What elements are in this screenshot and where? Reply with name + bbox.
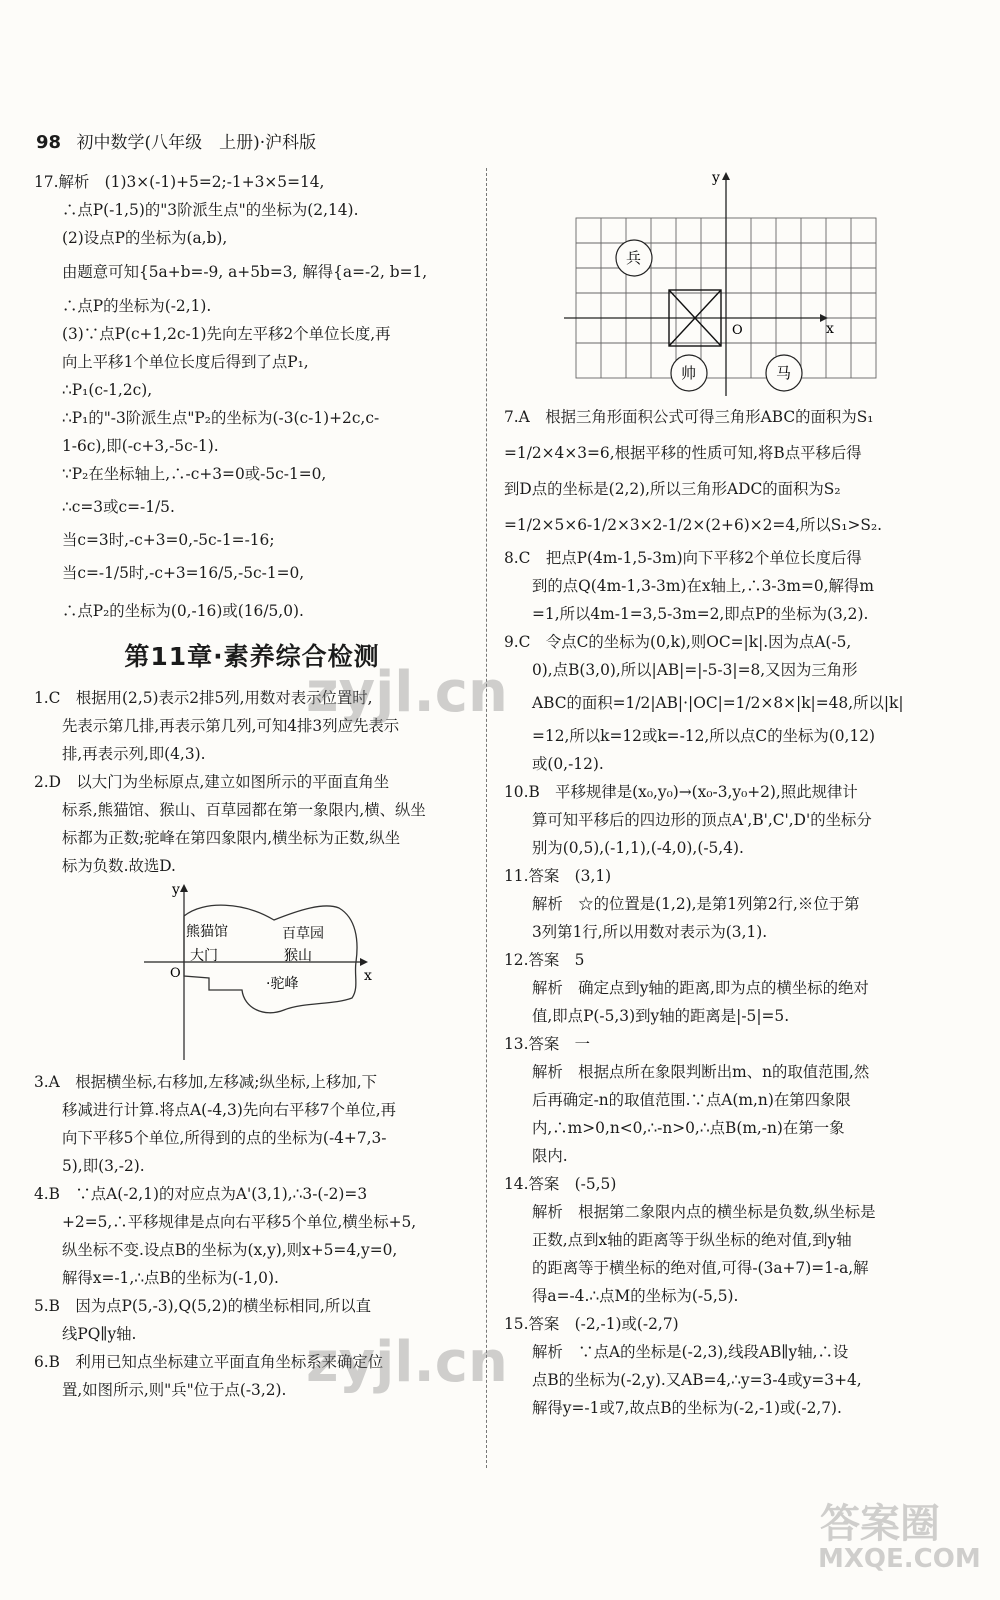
text-line: 7.A 根据三角形面积公式可得三角形ABC的面积为S₁: [504, 408, 874, 426]
text-line: 11.答案 (3,1): [504, 867, 612, 885]
answer-q12: [504, 946, 974, 1030]
text-line: ∴P₁的"-3阶派生点"P₂的坐标为(-3(c-1)+2c,c-: [62, 409, 380, 427]
text-line: =1/2×5×6-1/2×3×2-1/2×(2+6)×2=4,所以S₁>S₂.: [504, 516, 883, 534]
text-line: 15.答案 (-2,-1)或(-2,7): [504, 1315, 679, 1333]
answer-q3: [34, 1068, 470, 1180]
text-line: 内,∴m>0,n<0,∴-n>0,∴点B(m,-n)在第一象: [532, 1119, 845, 1137]
answer-q9: [504, 628, 974, 778]
text-line: 线PQ∥y轴.: [62, 1325, 137, 1343]
text-line: 1.C 根据用(2,5)表示2排5列,用数对表示位置时,: [34, 689, 373, 707]
answer-q13: [504, 1030, 974, 1170]
text-line: =1,所以4m-1=3,5-3m=2,即点P的坐标为(3,2).: [532, 605, 869, 623]
text-line: 1-6c),即(-c+3,-5c-1).: [62, 437, 219, 455]
gate-label: 大门: [190, 948, 218, 964]
text-line: =1/2×4×3=6,根据平移的性质可知,将B点平移后得: [504, 444, 862, 462]
answer-q17: [34, 168, 470, 630]
text-line: ∵P₂在坐标轴上,∴-c+3=0或-5c-1=0,: [62, 465, 327, 483]
text-line: =12,所以k=12或k=-12,所以点C的坐标为(0,12): [532, 727, 876, 745]
x-axis-label: x: [364, 968, 372, 984]
text-line: 先表示第几排,再表示第几列,可知4排3列应先表示: [62, 717, 400, 735]
text-line: ABC的面积=1/2|AB|·|OC|=1/2×8×|k|=48,所以|k|: [532, 694, 904, 712]
answer-q6: [34, 1348, 470, 1404]
zoo-map: [34, 880, 470, 1068]
text-line: 值,即点P(-5,3)到y轴的距离是|-5|=5.: [532, 1007, 790, 1025]
text-line: 的距离等于横坐标的绝对值,可得-(3a+7)=1-a,解: [532, 1259, 869, 1277]
answer-q15: [504, 1310, 974, 1422]
text-line: ∴点P的坐标为(-2,1).: [62, 297, 212, 315]
answer-q14: [504, 1170, 974, 1310]
text-line: 排,再表示列,即(4,3).: [62, 745, 206, 763]
chess-grid: [504, 168, 974, 400]
y-axis-label: y: [712, 170, 720, 186]
origin-label: O: [170, 966, 181, 981]
text-line: 标为负数.故选D.: [62, 857, 176, 875]
text-line: 到的点Q(4m-1,3-3m)在x轴上,∴3-3m=0,解得m: [532, 577, 874, 595]
text-line: 置,如图所示,则"兵"位于点(-3,2).: [62, 1381, 287, 1399]
text-line: 别为(0,5),(-1,1),(-4,0),(-5,4).: [532, 839, 744, 857]
text-line: 6.B 利用已知点坐标建立平面直角坐标系来确定位: [34, 1353, 384, 1371]
watermark: 答案圈: [820, 1501, 940, 1547]
text-line: 限内.: [532, 1147, 568, 1165]
left-column: [34, 168, 470, 1404]
text-line: 解析 根据点所在象限判断出m、n的取值范围,然: [532, 1063, 870, 1081]
text-line: 5.B 因为点P(5,-3),Q(5,2)的横坐标相同,所以直: [34, 1297, 372, 1315]
text-line: 标系,熊猫馆、猴山、百草园都在第一象限内,横、纵坐: [62, 801, 426, 819]
answer-q7: [504, 400, 974, 544]
text-line: 后再确定-n的取值范围.∵点A(m,n)在第四象限: [532, 1091, 851, 1109]
monkey-label: 猴山: [284, 948, 312, 964]
text-line: 4.B ∵点A(-2,1)的对应点为A'(3,1),∴3-(-2)=3: [34, 1185, 368, 1203]
column-divider: [486, 168, 487, 1468]
chapter-title: 第11章·素养综合检测: [124, 642, 380, 671]
page-header: [36, 128, 316, 153]
panda-label: 熊猫馆: [186, 924, 228, 940]
watermark: MXQE.COM: [818, 1544, 981, 1574]
text-line: (3)∵点P(c+1,2c-1)先向左平移2个单位长度,再: [62, 325, 391, 343]
text-line: 由题意可知{5a+b=-9, a+5b=3, 解得{a=-2, b=1,: [62, 263, 428, 281]
text-line: 解得x=-1,∴点B的坐标为(-1,0).: [62, 1269, 279, 1287]
text-line: ∴点P₂的坐标为(0,-16)或(16/5,0).: [62, 602, 304, 620]
text-line: 移减进行计算.将点A(-4,3)先向右平移7个单位,再: [62, 1101, 397, 1119]
text-line: 17.解析 (1)3×(-1)+5=2;-1+3×5=14,: [34, 173, 325, 191]
right-column: [504, 168, 974, 1422]
answer-q4: [34, 1180, 470, 1292]
text-line: 标都为正数;驼峰在第四象限内,横坐标为正数,纵坐: [62, 829, 401, 847]
page-number: 98: [36, 132, 62, 153]
answer-q11: [504, 862, 974, 946]
text-line: 10.B 平移规律是(x₀,y₀)→(x₀-3,y₀+2),照此规律计: [504, 783, 858, 801]
answer-q10: [504, 778, 974, 862]
camel-label: ·驼峰: [266, 976, 299, 992]
answer-q5: [34, 1292, 470, 1348]
answer-q8: [504, 544, 974, 628]
text-line: 9.C 令点C的坐标为(0,k),则OC=|k|.因为点A(-5,: [504, 633, 852, 651]
text-line: +2=5,∴平移规律是点向右平移5个单位,横坐标+5,: [62, 1213, 417, 1231]
piece-bing: 兵: [626, 249, 642, 267]
text-line: ∴c=3或c=-1/5.: [62, 498, 175, 516]
text-line: 纵坐标不变.设点B的坐标为(x,y),则x+5=4,y=0,: [62, 1241, 398, 1259]
watermark: zyjl.cn: [306, 660, 508, 725]
x-axis-label: x: [826, 321, 834, 337]
text-line: 点B的坐标为(-2,y).又AB=4,∴y=3-4或y=3+4,: [532, 1371, 862, 1389]
text-line: 正数,点到x轴的距离等于纵坐标的绝对值,到y轴: [532, 1231, 852, 1249]
text-line: 3列第1行,所以用数对表示为(3,1).: [532, 923, 768, 941]
book-title: 初中数学(八年级 上册)·沪科版: [76, 133, 317, 153]
text-line: 当c=-1/5时,-c+3=16/5,-5c-1=0,: [62, 564, 305, 582]
chess-grid-figure: [504, 168, 974, 400]
text-line: 2.D 以大门为坐标原点,建立如图所示的平面直角坐: [34, 773, 390, 791]
text-line: 12.答案 5: [504, 951, 585, 969]
text-line: 8.C 把点P(4m-1,5-3m)向下平移2个单位长度后得: [504, 549, 862, 567]
text-line: 算可知平移后的四边形的顶点A',B',C',D'的坐标分: [532, 811, 872, 829]
text-line: ∴P₁(c-1,2c),: [62, 381, 153, 399]
text-line: 到D点的坐标是(2,2),所以三角形ADC的面积为S₂: [504, 480, 841, 498]
piece-shuai: 帅: [681, 364, 697, 382]
text-line: 3.A 根据横坐标,右移加,左移减;纵坐标,上移加,下: [34, 1073, 377, 1091]
text-line: 解析 ∵点A的坐标是(-2,3),线段AB∥y轴,∴设: [532, 1343, 849, 1361]
text-line: 解析 确定点到y轴的距离,即为点的横坐标的绝对: [532, 979, 869, 997]
text-line: 解析 根据第二象限内点的横坐标是负数,纵坐标是: [532, 1203, 876, 1221]
text-line: 向下平移5个单位,所得到的点的坐标为(-4+7,3-: [62, 1129, 387, 1147]
answer-q2: [34, 768, 470, 880]
zoo-map-figure: [34, 880, 470, 1068]
garden-label: 百草园: [282, 926, 324, 942]
text-line: 解得y=-1或7,故点B的坐标为(-2,-1)或(-2,7).: [532, 1399, 842, 1417]
text-line: ∴点P(-1,5)的"3阶派生点"的坐标为(2,14).: [62, 201, 359, 219]
text-line: 14.答案 (-5,5): [504, 1175, 617, 1193]
text-line: 当c=3时,-c+3=0,-5c-1=-16;: [62, 531, 275, 549]
answer-q1: [34, 684, 470, 768]
y-axis-label: y: [172, 882, 180, 898]
text-line: 或(0,-12).: [532, 755, 604, 773]
piece-ma: 马: [776, 364, 792, 382]
watermark: zyjl.cn: [306, 1330, 508, 1395]
text-line: 得a=-4.∴点M的坐标为(-5,5).: [532, 1287, 739, 1305]
text-line: (2)设点P的坐标为(a,b),: [62, 229, 228, 247]
text-line: 解析 ☆的位置是(1,2),是第1列第2行,※位于第: [532, 895, 860, 913]
text-line: 0),点B(3,0),所以|AB|=|-5-3|=8,又因为三角形: [532, 661, 858, 679]
text-line: 13.答案 一: [504, 1035, 591, 1053]
text-line: 向上平移1个单位长度后得到了点P₁,: [62, 353, 309, 371]
text-line: 5),即(3,-2).: [62, 1157, 145, 1175]
origin-label: O: [732, 323, 743, 338]
